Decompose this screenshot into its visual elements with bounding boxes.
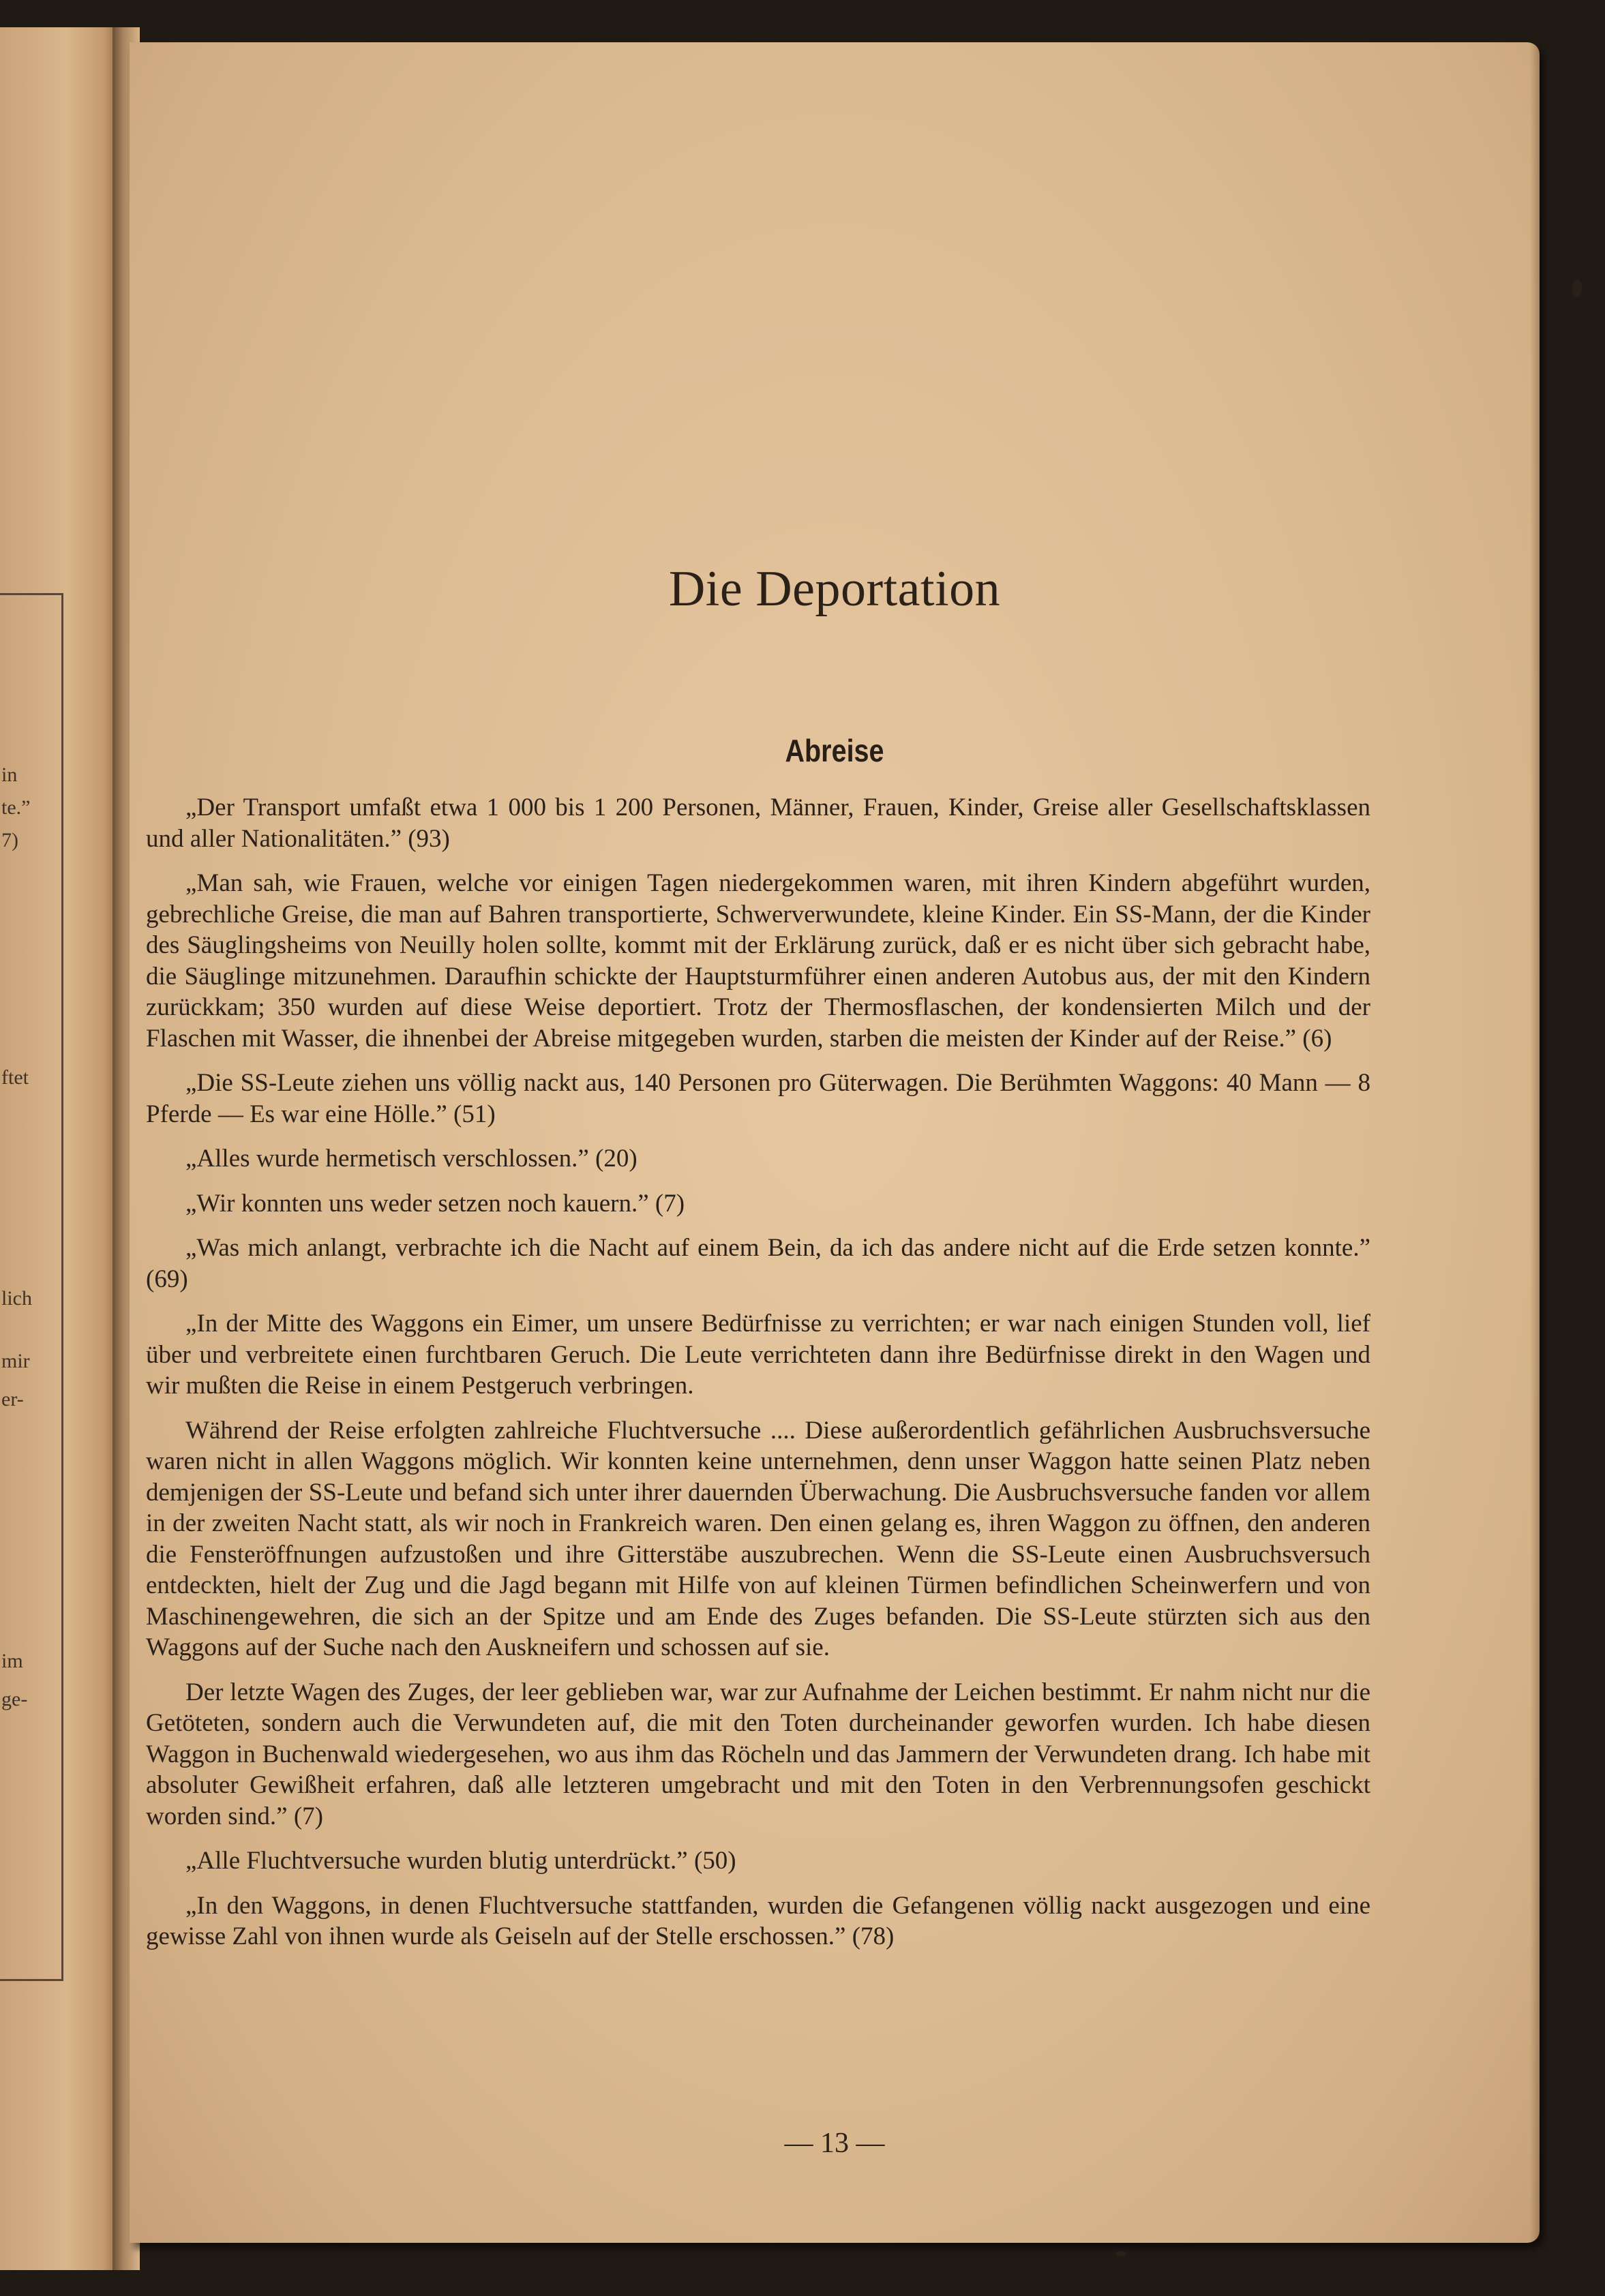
- paragraph: „Wir konnten uns weder setzen noch kauern.” (7): [185, 1189, 685, 1218]
- paragraph: „Man sah, wie Frauen, welche vor einigen Tagen niedergekommen waren, mit ihren Kindern abgeführt wurden, gebrechliche Greise, die man auf Bahren transportierte, Schwerverwundete, kleine Kinder. Ein SS-Mann, der die Kinder des Säuglingsheims von Neuilly holen sollte, kommt mit der Erklärung zurück, daß er es nicht über sich gebracht habe, die Säuglinge mitzunehmen. Daraufhin schickte der Hauptsturmführer einen anderen Autobus aus, der mit den Kindern zurückkam; 350 wurden auf diese Weise deportiert. Trotz der Thermosflaschen, der kondensierten Milch und der Flaschen mit Wasser, die ihnenbei der Abreise mitgegeben wurden, starben die meisten der Kinder auf der Reise.” (6): [146, 869, 1370, 1053]
- chapter-title: Die Deportation: [668, 561, 1001, 617]
- previous-page-fragment: ftet: [1, 1066, 29, 1089]
- paragraph: „In den Waggons, in denen Fluchtversuche stattfanden, wurden die Gefangenen völlig nackt ausgezogen und eine gewisse Zahl von ihnen wurde als Geiseln auf der Stelle erschossen.” (78): [146, 1891, 1370, 1950]
- previous-page-edge: [0, 27, 121, 2270]
- previous-page-fragment: im: [1, 1650, 23, 1672]
- page-number: — 13 —: [784, 2128, 885, 2159]
- paragraph: „Alles wurde hermetisch verschlossen.” (20): [185, 1145, 638, 1173]
- paragraph: „In der Mitte des Waggons ein Eimer, um unsere Bedürfnisse zu verrichten; er war nach einigen Stunden voll, lief über und verbreitete einen furchtbaren Geruch. Die Leute verrichteten dann ihre Bedürfnisse direkt in den Wagen und wir mußten die Reise in einem Pestgeruch verbringen.: [146, 1310, 1370, 1400]
- paper-speck: [1572, 280, 1582, 297]
- paragraph: „Was mich anlangt, verbrachte ich die Nacht auf einem Bein, da ich das andere nicht auf die Erde setzen konnte.” (69): [146, 1234, 1370, 1293]
- previous-page-fragment: ge-: [1, 1688, 28, 1710]
- paragraph: Der letzte Wagen des Zuges, der leer geblieben war, war zur Aufnahme der Leichen bestimmt. Er nahm nicht nur die Getöteten, sondern auch die Verwundeten auf, die mit den Toten durcheinander geworfen wurden. Ich habe diesen Waggon in Buchenwald wiedergesehen, wo aus ihm das Röcheln und das Jammern der Verwundeten drang. Ich habe mit absoluter Gewißheit erfahren, daß alle letzteren umgebracht und mit den Toten in den Verbrennungsofen geschickt worden sind.” (7): [146, 1678, 1370, 1830]
- previous-page-fragment: er-: [1, 1388, 24, 1410]
- previous-page-fragment: mir: [1, 1350, 30, 1372]
- previous-page-fragment: in: [1, 764, 18, 786]
- page-edge-shadow: [1530, 42, 1540, 2243]
- paper-speck: [1115, 2251, 1126, 2256]
- book-page: [130, 42, 1540, 2243]
- previous-page-fragment: te.”: [1, 796, 31, 819]
- paragraph: „Der Transport umfaßt etwa 1 000 bis 1 200 Personen, Männer, Frauen, Kinder, Greise aller Gesellschaftsklassen und aller Nationalitäten.” (93): [146, 794, 1370, 853]
- section-heading: Abreise: [785, 733, 884, 768]
- body-text: [146, 792, 1370, 1966]
- previous-page-fragment: lich: [1, 1287, 32, 1310]
- previous-page-fragment: 7): [1, 829, 18, 851]
- paragraph: „Die SS-Leute ziehen uns völlig nackt aus, 140 Personen pro Güterwagen. Die Berühmten Waggons: 40 Mann — 8 Pferde — Es war eine Hölle.” (51): [146, 1069, 1370, 1128]
- paragraph: „Alle Fluchtversuche wurden blutig unterdrückt.” (50): [185, 1847, 736, 1875]
- paragraph: Während der Reise erfolgten zahlreiche Fluchtversuche .... Diese außerordentlich gefährlichen Ausbruchsversuche waren nicht in allen Waggons möglich. Wir konnten keine unternehmen, denn unser Waggon hatte seinen Platz neben demjenigen der SS-Leute und befand sich unter ihrer dauernden Überwachung. Die Ausbruchsversuche fanden vor allem in der zweiten Nacht statt, als wir noch in Frankreich waren. Den einen gelang es, ihren Waggon zu öffnen, den anderen die Fensteröffnungen aufzustoßen und ihre Gitterstäbe auszubrechen. Wenn die SS-Leute einen Ausbruchsversuch entdeckten, hielt der Zug und die Jagd begann mit Hilfe von auf kleinen Türmen befindlichen Scheinwerfern und von Maschinengewehren, die sich an der Spitze und am Ende des Zuges befanden. Die SS-Leute stürzten sich aus den Waggons auf der Suche nach den Auskneifern und schossen auf sie.: [146, 1416, 1370, 1661]
